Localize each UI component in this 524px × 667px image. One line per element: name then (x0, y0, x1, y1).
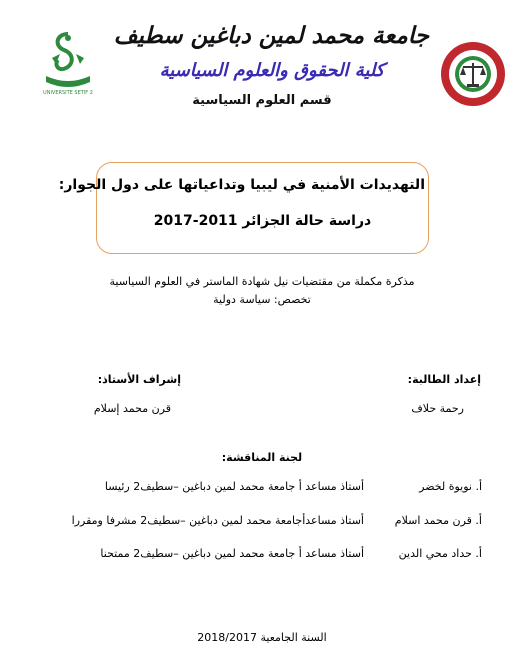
student-name: رحمة حلاف (411, 402, 464, 415)
committee-member-name: أ. قرن محمد اسلام (394, 514, 482, 527)
logo-caption: UNIVERSITE SETIF 2 (43, 90, 93, 96)
committee-member-name: أ. حداد محي الدين (398, 547, 482, 560)
supervisor-label: إشراف الأستاذ: (97, 373, 181, 386)
department-name: قسم العلوم السياسية (192, 93, 332, 108)
faculty-name: كلية الحقوق والعلوم السياسية (159, 60, 385, 81)
committee-member-role: أستاذ مساعد أ جامعة محمد لمين دباغين –سطيف2 ممتحنا (100, 547, 364, 560)
memo-description: مذكرة مكملة من مقتضيات نيل شهادة الماستر في العلوم السياسية (109, 275, 415, 288)
committee-member-name: أ. نويوة لخضر (419, 480, 482, 493)
university-name: جامعة محمد لمين دباغين سطيف (113, 22, 429, 49)
university-setif2-logo (38, 28, 98, 100)
committee-member-role: أستاذ مساعد أ جامعة محمد لمين دباغين –سطيف2 رئيسا (104, 480, 364, 493)
academic-year: السنة الجامعية 2018/2017 (197, 631, 327, 644)
supervisor-name: قرن محمد إسلام (93, 402, 171, 415)
thesis-subtitle: دراسة حالة الجزائر 2011-2017 (153, 213, 372, 229)
committee-label: لجنة المناقشة: (221, 451, 303, 464)
student-label: إعداد الطالبة: (407, 373, 481, 386)
thesis-title: التهديدات الأمنية في ليبيا وتداعياتها على دول الجوار: (58, 177, 425, 193)
committee-member-role: أستاذ مساعدأجامعة محمد لمين دباغين –سطيف2 مشرفا ومقررا (71, 514, 364, 527)
specialty: تخصص: سياسة دولية (213, 293, 311, 306)
title-frame (58, 162, 429, 254)
